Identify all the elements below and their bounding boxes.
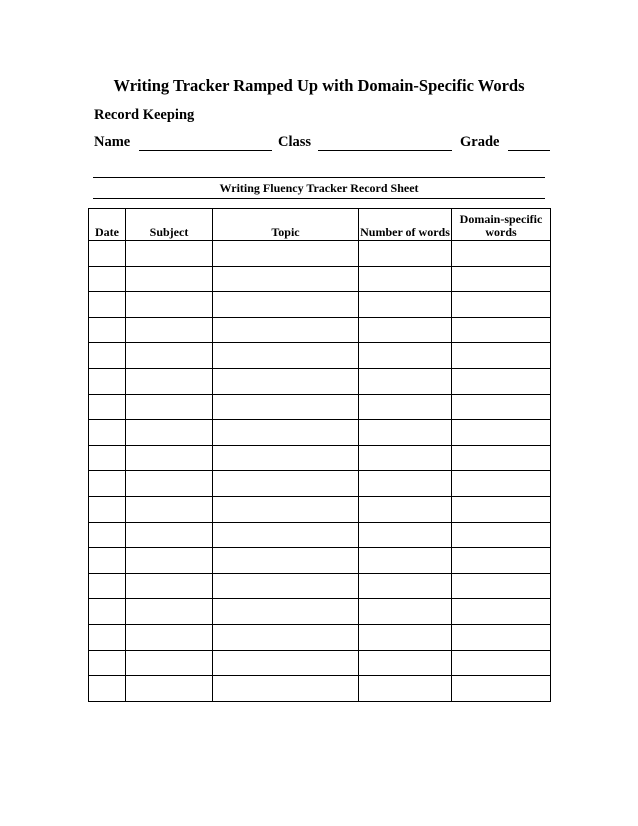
table-cell-domain-specific-words[interactable] [452,266,551,292]
table-cell-date[interactable] [89,292,126,318]
table-row [89,650,551,676]
table-cell-date[interactable] [89,548,126,574]
table-cell-domain-specific-words[interactable] [452,471,551,497]
table-cell-date[interactable] [89,241,126,267]
table-cell-topic[interactable] [213,343,359,369]
section-subtitle: Record Keeping [94,107,195,123]
table-cell-date[interactable] [89,522,126,548]
table-cell-domain-specific-words[interactable] [452,496,551,522]
table-cell-number-of-words[interactable] [359,650,452,676]
table-cell-date[interactable] [89,266,126,292]
class-blank-line[interactable] [318,150,452,151]
table-cell-subject[interactable] [126,496,213,522]
table-row [89,624,551,650]
table-cell-date[interactable] [89,445,126,471]
table-row [89,676,551,702]
table-cell-date[interactable] [89,317,126,343]
table-row [89,522,551,548]
table-cell-topic[interactable] [213,445,359,471]
table-cell-date[interactable] [89,394,126,420]
tracker-table [88,208,551,702]
table-cell-number-of-words[interactable] [359,241,452,267]
table-cell-subject[interactable] [126,317,213,343]
table-cell-topic[interactable] [213,292,359,318]
table-row [89,548,551,574]
table-cell-domain-specific-words[interactable] [452,292,551,318]
column-header-date: Date [89,209,126,241]
table-cell-number-of-words[interactable] [359,496,452,522]
table-cell-topic[interactable] [213,522,359,548]
grade-label: Grade [460,134,500,150]
column-header-domain-specific-words: Domain-specific words [452,209,551,241]
table-cell-date[interactable] [89,599,126,625]
name-label: Name [94,134,131,150]
table-cell-number-of-words[interactable] [359,471,452,497]
table-cell-domain-specific-words[interactable] [452,241,551,267]
table-cell-topic[interactable] [213,368,359,394]
name-blank-line[interactable] [139,150,272,151]
table-cell-date[interactable] [89,420,126,446]
table-cell-subject[interactable] [126,599,213,625]
table-cell-subject[interactable] [126,420,213,446]
table-cell-topic[interactable] [213,676,359,702]
table-cell-subject[interactable] [126,343,213,369]
table-cell-date[interactable] [89,368,126,394]
student-info-row [94,133,550,153]
table-cell-subject[interactable] [126,241,213,267]
table-cell-number-of-words[interactable] [359,292,452,318]
table-row [89,445,551,471]
table-cell-date[interactable] [89,624,126,650]
table-cell-topic[interactable] [213,624,359,650]
table-cell-subject[interactable] [126,573,213,599]
table-row [89,599,551,625]
table-cell-domain-specific-words[interactable] [452,343,551,369]
table-row [89,241,551,267]
table-cell-number-of-words[interactable] [359,368,452,394]
grade-blank-line[interactable] [508,150,550,151]
top-divider-rule [93,177,545,178]
table-cell-number-of-words[interactable] [359,573,452,599]
table-cell-subject[interactable] [126,548,213,574]
table-cell-date[interactable] [89,496,126,522]
bottom-divider-rule [93,198,545,199]
table-cell-topic[interactable] [213,394,359,420]
table-cell-domain-specific-words[interactable] [452,445,551,471]
table-cell-topic[interactable] [213,471,359,497]
table-header-row [89,209,551,241]
table-row [89,573,551,599]
table-body [89,241,551,702]
table-cell-subject[interactable] [126,650,213,676]
table-cell-topic[interactable] [213,650,359,676]
table-cell-subject[interactable] [126,394,213,420]
table-cell-number-of-words[interactable] [359,599,452,625]
table-row [89,496,551,522]
column-header-number-of-words: Number of words [359,209,452,241]
table-cell-number-of-words[interactable] [359,548,452,574]
table-cell-domain-specific-words[interactable] [452,624,551,650]
table-cell-topic[interactable] [213,317,359,343]
table-row [89,471,551,497]
table-cell-date[interactable] [89,676,126,702]
table-cell-domain-specific-words[interactable] [452,420,551,446]
table-cell-domain-specific-words[interactable] [452,676,551,702]
table-cell-number-of-words[interactable] [359,676,452,702]
table-cell-domain-specific-words[interactable] [452,650,551,676]
table-cell-subject[interactable] [126,522,213,548]
table-cell-number-of-words[interactable] [359,420,452,446]
table-cell-number-of-words[interactable] [359,394,452,420]
table-cell-number-of-words[interactable] [359,343,452,369]
table-cell-subject[interactable] [126,445,213,471]
table-row [89,266,551,292]
table-cell-domain-specific-words[interactable] [452,394,551,420]
table-row [89,420,551,446]
table-cell-domain-specific-words[interactable] [452,548,551,574]
table-cell-subject[interactable] [126,266,213,292]
table-cell-topic[interactable] [213,573,359,599]
table-cell-number-of-words[interactable] [359,317,452,343]
table-cell-date[interactable] [89,650,126,676]
class-label: Class [278,134,312,150]
table-cell-topic[interactable] [213,241,359,267]
table-cell-date[interactable] [89,573,126,599]
table-cell-subject[interactable] [126,368,213,394]
table-cell-date[interactable] [89,471,126,497]
table-cell-topic[interactable] [213,496,359,522]
column-header-topic: Topic [213,209,359,241]
record-sheet-title: Writing Fluency Tracker Record Sheet [219,181,419,195]
table-cell-topic[interactable] [213,548,359,574]
table-cell-subject[interactable] [126,292,213,318]
column-header-subject: Subject [126,209,213,241]
table-cell-topic[interactable] [213,266,359,292]
table-cell-date[interactable] [89,343,126,369]
document-title: Writing Tracker Ramped Up with Domain-Specific Words [113,76,525,95]
table-cell-topic[interactable] [213,420,359,446]
table-row [89,343,551,369]
table-cell-domain-specific-words[interactable] [452,522,551,548]
table-cell-number-of-words[interactable] [359,624,452,650]
table-cell-number-of-words[interactable] [359,522,452,548]
table-cell-number-of-words[interactable] [359,445,452,471]
table-row [89,368,551,394]
table-row [89,292,551,318]
table-cell-subject[interactable] [126,624,213,650]
table-cell-subject[interactable] [126,676,213,702]
table-cell-domain-specific-words[interactable] [452,573,551,599]
table-cell-number-of-words[interactable] [359,266,452,292]
table-cell-domain-specific-words[interactable] [452,368,551,394]
table-row [89,317,551,343]
table-cell-topic[interactable] [213,599,359,625]
table-cell-subject[interactable] [126,471,213,497]
table-row [89,394,551,420]
table-cell-domain-specific-words[interactable] [452,599,551,625]
table-cell-domain-specific-words[interactable] [452,317,551,343]
